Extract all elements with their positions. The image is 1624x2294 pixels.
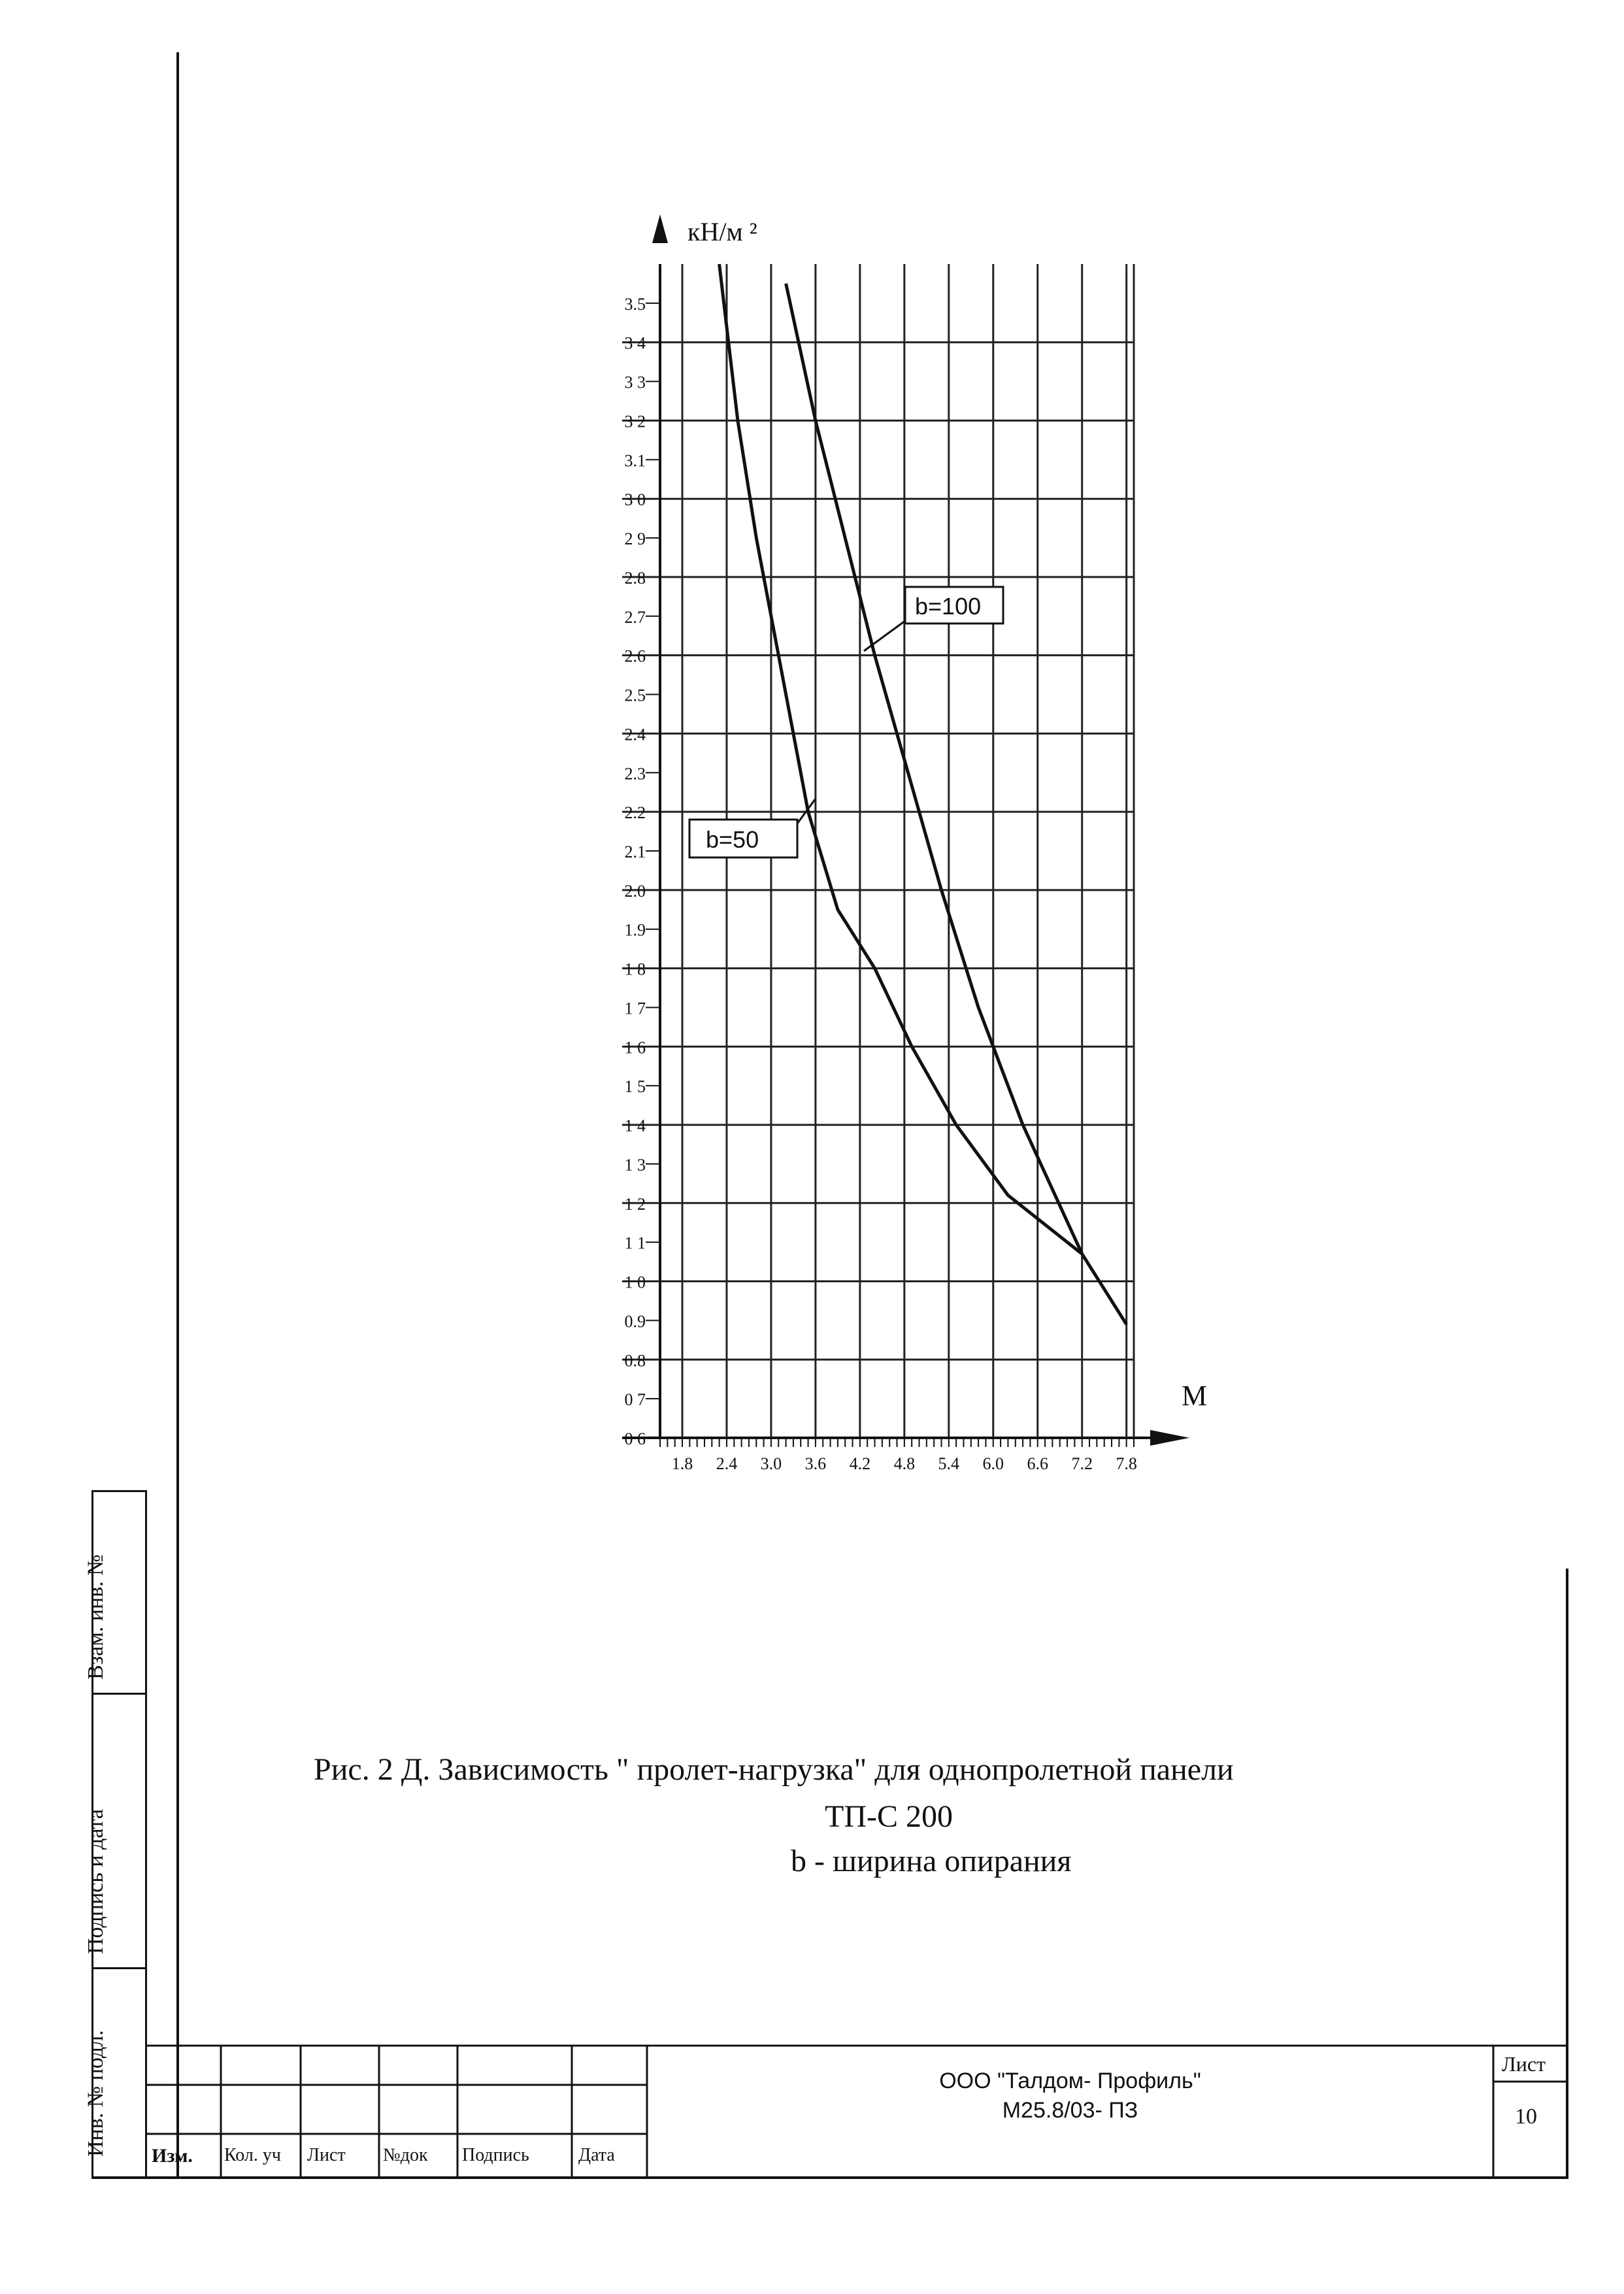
y-tick-label: 2.1	[624, 842, 646, 861]
stamp-header-ndok: №док	[383, 2145, 428, 2165]
y-tick-label: 3.1	[624, 451, 646, 471]
x-tick-label: 7.2	[1071, 1454, 1093, 1473]
x-tick-label: 6.0	[982, 1454, 1004, 1473]
stamp-header-kol: Кол. уч	[224, 2145, 281, 2165]
y-tick-label: 2.4	[624, 725, 646, 744]
x-tick-label: 1.8	[671, 1454, 693, 1473]
y-tick-label: 3 0	[624, 490, 646, 510]
y-tick-label: 3 4	[624, 333, 646, 353]
y-tick-label: 1 6	[624, 1038, 646, 1057]
stamp-header-list: Лист	[307, 2145, 346, 2165]
y-tick-label: 3 3	[624, 373, 646, 392]
y-tick-label: 2 9	[624, 529, 646, 549]
x-tick-label: 4.2	[849, 1454, 871, 1473]
x-tick-label: 6.6	[1027, 1454, 1048, 1473]
stamp-sheet-label: Лист	[1502, 2052, 1546, 2076]
y-tick-label: 3.5	[624, 294, 646, 314]
x-axis-ticks	[660, 1438, 1137, 1473]
figure-caption-line1: Рис. 2 Д. Зависимость " пролет-нагрузка" для однопролетной панели	[314, 1752, 1234, 1787]
figure-caption-line3: b - ширина опирания	[791, 1844, 1072, 1878]
x-tick-label: 3.0	[760, 1454, 782, 1473]
stamp-header-data: Дата	[578, 2145, 615, 2165]
side-label-inv: Инв. № подл.	[84, 2030, 108, 2157]
y-tick-label: 1 2	[624, 1194, 646, 1214]
side-strip-divider-2	[91, 1967, 146, 1969]
y-tick-label: 1 8	[624, 959, 646, 979]
b100-label: b=100	[915, 593, 982, 620]
frame-right-line	[1566, 1569, 1568, 2178]
y-axis-label: кН/м ²	[688, 217, 757, 246]
y-tick-label: 1 5	[624, 1077, 646, 1097]
b50-label: b=50	[706, 826, 759, 853]
y-axis-ticks	[625, 295, 661, 1448]
y-tick-label: 2.7	[624, 607, 646, 627]
figure-caption-line2: ТП-С 200	[825, 1799, 953, 1834]
x-tick-label: 7.8	[1116, 1454, 1137, 1473]
x-tick-label: 3.6	[804, 1454, 827, 1473]
y-tick-label: 1.9	[624, 920, 646, 940]
y-tick-label: 1 3	[624, 1155, 646, 1174]
y-tick-label: 1 1	[624, 1233, 646, 1253]
side-strip-right-line	[145, 1490, 147, 2178]
y-tick-label: 0 6	[624, 1429, 646, 1448]
x-tick-label: 5.4	[938, 1454, 960, 1473]
series-line-b-50	[720, 264, 1127, 1324]
x-tick-label: 4.8	[893, 1454, 916, 1473]
y-tick-label: 3 2	[624, 412, 646, 431]
y-tick-label: 2.6	[624, 646, 646, 666]
side-label-vzam: Взам. инв. №	[84, 1554, 108, 1680]
y-tick-label: 2.8	[624, 568, 646, 588]
y-tick-label: 1 0	[624, 1272, 646, 1292]
y-tick-label: 1 7	[624, 999, 646, 1018]
side-label-podpis: Подпись и дата	[84, 1809, 108, 1954]
y-tick-label: 2.3	[624, 764, 646, 784]
y-axis-arrow	[652, 214, 668, 243]
chart-series	[720, 264, 1127, 1324]
x-tick-label: 2.4	[716, 1454, 738, 1473]
frame-bottom-line	[91, 2176, 1568, 2179]
stamp-header-izm: Изм.	[152, 2145, 193, 2167]
y-tick-label: 1 4	[624, 1116, 646, 1136]
x-axis-label: М	[1182, 1380, 1208, 1412]
stamp-doc-code: М25.8/03- ПЗ	[1002, 2098, 1138, 2123]
y-tick-label: 2.5	[624, 686, 646, 705]
y-tick-label: 0.8	[624, 1351, 646, 1371]
y-tick-label: 2.2	[624, 803, 646, 823]
x-axis-arrow	[1150, 1430, 1189, 1446]
y-tick-label: 2.0	[624, 881, 646, 901]
y-tick-label: 0.9	[624, 1312, 646, 1331]
stamp-sheet-number: 10	[1515, 2104, 1537, 2129]
stamp-company: ООО "Талдом- Профиль"	[939, 2069, 1201, 2093]
side-strip-divider-1	[91, 1693, 146, 1695]
y-tick-label: 0 7	[624, 1390, 646, 1410]
stamp-header-podpis: Подпись	[462, 2145, 529, 2165]
